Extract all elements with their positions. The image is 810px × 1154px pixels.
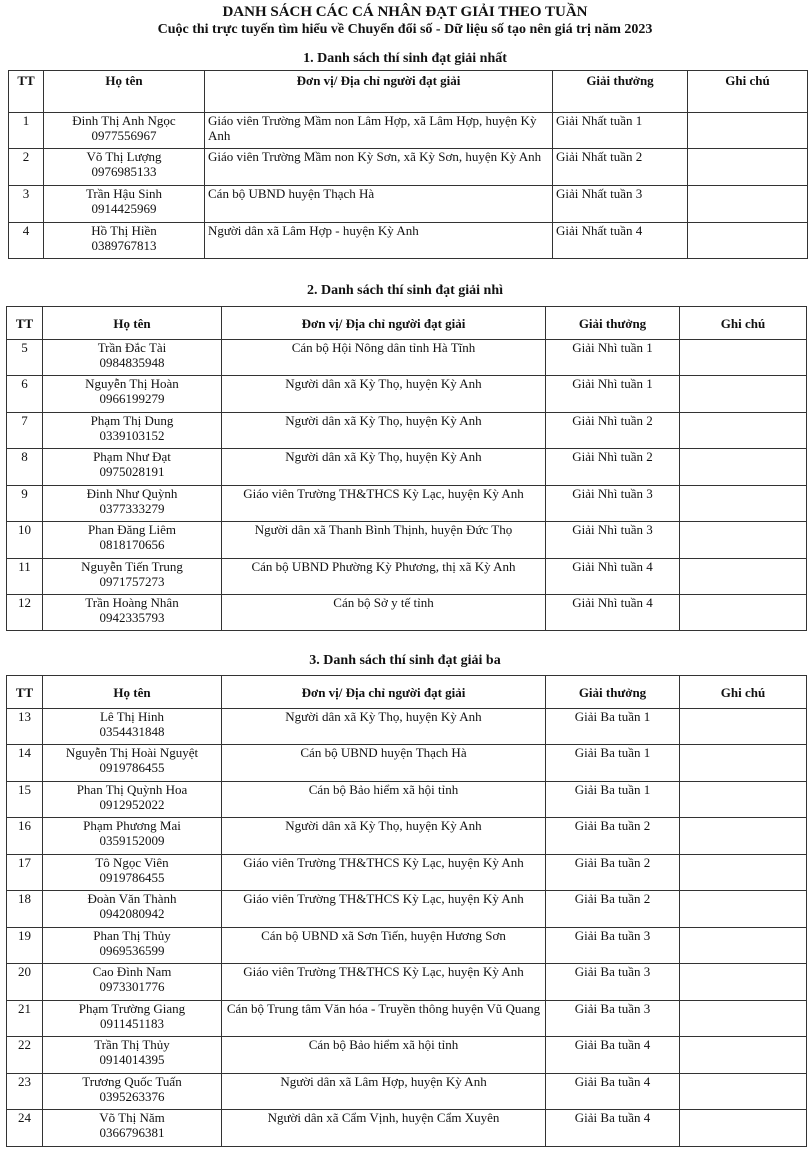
cell-name-phone xyxy=(43,855,222,891)
cell-prize: Giải Ba tuần 2 xyxy=(546,818,680,855)
table-header-row xyxy=(9,71,808,113)
cell-name-phone xyxy=(44,149,205,186)
cell-unit: Giáo viên Trường Mầm non Lâm Hợp, xã Lâm Hợp, huyện Kỳ Anh xyxy=(205,113,553,149)
phone-number: 0389767813 xyxy=(91,238,157,253)
cell-tt: 11 xyxy=(7,559,43,595)
col-header-note: Ghi chú xyxy=(688,71,808,113)
table-row xyxy=(9,186,808,223)
page-title: DANH SÁCH CÁC CÁ NHÂN ĐẠT GIẢI THEO TUẦN xyxy=(222,4,588,20)
cell-prize: Giải Nhì tuần 2 xyxy=(546,413,680,449)
cell-unit: Người dân xã Lâm Hợp - huyện Kỳ Anh xyxy=(205,223,553,259)
cell-note xyxy=(680,709,807,745)
table-row xyxy=(9,223,808,259)
person-name: Phạm Trường Giang xyxy=(78,1001,186,1016)
cell-tt: 14 xyxy=(7,745,43,782)
phone-number: 0919786455 xyxy=(99,870,165,885)
table-header-row xyxy=(7,307,807,340)
cell-note xyxy=(680,340,807,376)
table-row xyxy=(7,928,807,964)
phone-number: 0914425969 xyxy=(91,201,157,216)
cell-prize: Giải Nhì tuần 1 xyxy=(546,340,680,376)
phone-number: 0942080942 xyxy=(99,906,165,921)
cell-tt: 15 xyxy=(7,782,43,818)
cell-name-phone xyxy=(43,376,222,413)
cell-name-phone xyxy=(43,486,222,522)
table-header-row xyxy=(7,676,807,709)
table-row xyxy=(7,559,807,595)
col-header-name: Họ tên xyxy=(44,71,205,113)
table-row xyxy=(7,486,807,522)
cell-note xyxy=(680,855,807,891)
cell-tt: 19 xyxy=(7,928,43,964)
col-header-prize: Giải thưởng xyxy=(546,307,680,340)
cell-prize: Giải Ba tuần 3 xyxy=(546,964,680,1001)
phone-number: 0377333279 xyxy=(99,501,165,516)
cell-tt: 2 xyxy=(9,149,44,186)
cell-name-phone xyxy=(43,559,222,595)
cell-tt: 4 xyxy=(9,223,44,259)
cell-name-phone xyxy=(43,818,222,855)
cell-note xyxy=(680,964,807,1001)
cell-unit: Cán bộ UBND Phường Kỳ Phương, thị xã Kỳ Anh xyxy=(222,559,546,595)
cell-unit: Cán bộ Bảo hiểm xã hội tỉnh xyxy=(222,782,546,818)
person-name: Đoàn Văn Thành xyxy=(87,891,177,906)
cell-note xyxy=(680,376,807,413)
phone-number: 0339103152 xyxy=(99,428,165,443)
cell-prize: Giải Nhì tuần 4 xyxy=(546,595,680,631)
cell-note xyxy=(680,745,807,782)
cell-name-phone xyxy=(43,340,222,376)
cell-note xyxy=(680,486,807,522)
cell-tt: 12 xyxy=(7,595,43,631)
cell-note xyxy=(680,818,807,855)
cell-prize: Giải Ba tuần 4 xyxy=(546,1037,680,1074)
phone-number: 0966199279 xyxy=(99,391,165,406)
col-header-unit: Đơn vị/ Địa chỉ người đạt giải xyxy=(205,71,553,113)
person-name: Trần Hoàng Nhân xyxy=(85,595,179,610)
table-row xyxy=(7,1110,807,1147)
col-header-tt: TT xyxy=(7,307,43,340)
cell-unit: Cán bộ Bảo hiểm xã hội tỉnh xyxy=(222,1037,546,1074)
cell-tt: 10 xyxy=(7,522,43,559)
phone-number: 0973301776 xyxy=(99,979,165,994)
cell-name-phone xyxy=(43,449,222,486)
table-row xyxy=(7,595,807,631)
cell-prize: Giải Nhất tuần 1 xyxy=(553,113,688,149)
person-name: Võ Thị Lượng xyxy=(86,149,162,164)
col-header-prize: Giải thưởng xyxy=(553,71,688,113)
cell-note xyxy=(680,449,807,486)
cell-prize: Giải Ba tuần 3 xyxy=(546,1001,680,1037)
cell-tt: 22 xyxy=(7,1037,43,1074)
person-name: Đinh Thị Anh Ngọc xyxy=(72,113,176,128)
cell-note xyxy=(680,1110,807,1147)
cell-note xyxy=(680,1001,807,1037)
phone-number: 0969536599 xyxy=(99,943,165,958)
cell-tt: 16 xyxy=(7,818,43,855)
cell-name-phone xyxy=(43,1037,222,1074)
phone-number: 0919786455 xyxy=(99,760,165,775)
cell-name-phone xyxy=(43,1110,222,1147)
cell-unit: Giáo viên Trường TH&THCS Kỳ Lạc, huyện Kỳ Anh xyxy=(222,964,546,1001)
cell-name-phone xyxy=(43,413,222,449)
person-name: Đinh Như Quỳnh xyxy=(86,486,178,501)
cell-prize: Giải Ba tuần 2 xyxy=(546,891,680,928)
table-row xyxy=(7,449,807,486)
phone-number: 0984835948 xyxy=(99,355,165,370)
table-row xyxy=(7,745,807,782)
phone-number: 0971757273 xyxy=(99,574,165,589)
cell-tt: 24 xyxy=(7,1110,43,1147)
table-first-prize xyxy=(8,70,808,259)
cell-note xyxy=(688,223,808,259)
cell-unit: Giáo viên Trường Mầm non Kỳ Sơn, xã Kỳ Sơn, huyện Kỳ Anh xyxy=(205,149,553,186)
cell-unit: Giáo viên Trường TH&THCS Kỳ Lạc, huyện Kỳ Anh xyxy=(222,486,546,522)
table-row xyxy=(7,818,807,855)
person-name: Phan Thị Quỳnh Hoa xyxy=(76,782,188,797)
cell-prize: Giải Ba tuần 4 xyxy=(546,1074,680,1110)
cell-tt: 8 xyxy=(7,449,43,486)
phone-number: 0359152009 xyxy=(99,833,165,848)
cell-note xyxy=(680,559,807,595)
section-heading-third: 3. Danh sách thí sinh đạt giải ba xyxy=(309,653,501,668)
cell-unit: Cán bộ UBND huyện Thạch Hà xyxy=(205,186,553,223)
cell-prize: Giải Nhì tuần 2 xyxy=(546,449,680,486)
cell-tt: 23 xyxy=(7,1074,43,1110)
cell-name-phone xyxy=(43,928,222,964)
cell-note xyxy=(680,1037,807,1074)
cell-unit: Giáo viên Trường TH&THCS Kỳ Lạc, huyện Kỳ Anh xyxy=(222,891,546,928)
cell-prize: Giải Ba tuần 3 xyxy=(546,928,680,964)
cell-name-phone xyxy=(43,745,222,782)
cell-prize: Giải Ba tuần 1 xyxy=(546,709,680,745)
table-row xyxy=(7,782,807,818)
cell-prize: Giải Nhì tuần 4 xyxy=(546,559,680,595)
table-row xyxy=(7,376,807,413)
person-name: Phan Đăng Liêm xyxy=(87,522,177,537)
cell-prize: Giải Ba tuần 2 xyxy=(546,855,680,891)
person-name: Nguyễn Thị Hoàn xyxy=(85,376,179,391)
cell-note xyxy=(688,149,808,186)
phone-number: 0912952022 xyxy=(99,797,165,812)
person-name: Phạm Phương Mai xyxy=(83,818,181,833)
table-third-prize xyxy=(6,675,807,1147)
person-name: Trương Quốc Tuấn xyxy=(82,1074,182,1089)
table-row xyxy=(7,522,807,559)
table-row xyxy=(7,340,807,376)
cell-note xyxy=(680,522,807,559)
cell-name-phone xyxy=(43,522,222,559)
cell-tt: 13 xyxy=(7,709,43,745)
table-row xyxy=(7,855,807,891)
cell-unit: Người dân xã Kỳ Thọ, huyện Kỳ Anh xyxy=(222,376,546,413)
cell-prize: Giải Ba tuần 4 xyxy=(546,1110,680,1147)
cell-unit: Người dân xã Lâm Hợp, huyện Kỳ Anh xyxy=(222,1074,546,1110)
cell-unit: Cán bộ UBND xã Sơn Tiến, huyện Hương Sơn xyxy=(222,928,546,964)
cell-name-phone xyxy=(43,709,222,745)
cell-tt: 20 xyxy=(7,964,43,1001)
person-name: Cao Đình Nam xyxy=(92,964,172,979)
person-name: Trần Hậu Sinh xyxy=(85,186,163,201)
col-header-unit: Đơn vị/ Địa chỉ người đạt giải xyxy=(222,307,546,340)
cell-name-phone xyxy=(43,595,222,631)
cell-tt: 5 xyxy=(7,340,43,376)
table-row xyxy=(7,891,807,928)
phone-number: 0975028191 xyxy=(99,464,165,479)
cell-note xyxy=(680,928,807,964)
cell-prize: Giải Nhất tuần 3 xyxy=(553,186,688,223)
person-name: Nguyễn Tiến Trung xyxy=(81,559,183,574)
phone-number: 0354431848 xyxy=(99,724,165,739)
cell-unit: Cán bộ Sở y tế tỉnh xyxy=(222,595,546,631)
phone-number: 0366796381 xyxy=(99,1125,165,1140)
cell-name-phone xyxy=(44,113,205,149)
table-row xyxy=(9,113,808,149)
cell-unit: Cán bộ UBND huyện Thạch Hà xyxy=(222,745,546,782)
cell-note xyxy=(680,782,807,818)
cell-unit: Cán bộ Trung tâm Văn hóa - Truyền thông huyện Vũ Quang xyxy=(222,1001,546,1037)
cell-unit: Người dân xã Kỳ Thọ, huyện Kỳ Anh xyxy=(222,818,546,855)
cell-tt: 9 xyxy=(7,486,43,522)
cell-name-phone xyxy=(43,782,222,818)
cell-prize: Giải Nhì tuần 3 xyxy=(546,522,680,559)
cell-tt: 3 xyxy=(9,186,44,223)
cell-unit: Người dân xã Kỳ Thọ, huyện Kỳ Anh xyxy=(222,413,546,449)
person-name: Nguyễn Thị Hoài Nguyệt xyxy=(65,745,199,760)
table-second-prize xyxy=(6,306,807,631)
person-name: Tô Ngọc Viên xyxy=(95,855,169,870)
person-name: Phan Thị Thủy xyxy=(93,928,171,943)
cell-tt: 17 xyxy=(7,855,43,891)
person-name: Trần Thị Thủy xyxy=(94,1037,170,1052)
table-row xyxy=(9,149,808,186)
col-header-name: Họ tên xyxy=(43,307,222,340)
phone-number: 0914014395 xyxy=(99,1052,165,1067)
person-name: Lê Thị Hinh xyxy=(99,709,165,724)
cell-name-phone xyxy=(43,1074,222,1110)
cell-name-phone xyxy=(43,891,222,928)
cell-name-phone xyxy=(43,964,222,1001)
phone-number: 0818170656 xyxy=(99,537,165,552)
section-heading-second: 2. Danh sách thí sinh đạt giải nhì xyxy=(306,283,504,298)
cell-prize: Giải Nhất tuần 4 xyxy=(553,223,688,259)
col-header-tt: TT xyxy=(9,71,44,113)
cell-tt: 18 xyxy=(7,891,43,928)
person-name: Phạm Như Đạt xyxy=(93,449,171,464)
phone-number: 0395263376 xyxy=(99,1089,165,1104)
table-row xyxy=(7,413,807,449)
table-row xyxy=(7,1001,807,1037)
cell-prize: Giải Nhì tuần 1 xyxy=(546,376,680,413)
table-row xyxy=(7,964,807,1001)
phone-number: 0911451183 xyxy=(99,1016,165,1031)
cell-prize: Giải Ba tuần 1 xyxy=(546,745,680,782)
cell-name-phone xyxy=(44,223,205,259)
cell-prize: Giải Ba tuần 1 xyxy=(546,782,680,818)
col-header-unit: Đơn vị/ Địa chỉ người đạt giải xyxy=(222,676,546,709)
table-row xyxy=(7,1074,807,1110)
person-name: Hồ Thị Hiền xyxy=(91,223,157,238)
cell-unit: Cán bộ Hội Nông dân tỉnh Hà Tĩnh xyxy=(222,340,546,376)
person-name: Phạm Thị Dung xyxy=(90,413,174,428)
cell-unit: Người dân xã Cẩm Vịnh, huyện Cẩm Xuyên xyxy=(222,1110,546,1147)
cell-unit: Người dân xã Kỳ Thọ, huyện Kỳ Anh xyxy=(222,449,546,486)
cell-tt: 21 xyxy=(7,1001,43,1037)
cell-note xyxy=(680,891,807,928)
phone-number: 0977556967 xyxy=(91,128,157,143)
cell-unit: Người dân xã Thanh Bình Thịnh, huyện Đức Thọ xyxy=(222,522,546,559)
cell-unit: Giáo viên Trường TH&THCS Kỳ Lạc, huyện Kỳ Anh xyxy=(222,855,546,891)
col-header-name: Họ tên xyxy=(43,676,222,709)
cell-note xyxy=(680,1074,807,1110)
col-header-note: Ghi chú xyxy=(680,307,807,340)
person-name: Trần Đắc Tài xyxy=(97,340,167,355)
cell-note xyxy=(688,113,808,149)
phone-number: 0942335793 xyxy=(99,610,165,625)
cell-name-phone xyxy=(44,186,205,223)
table-row xyxy=(7,1037,807,1074)
cell-note xyxy=(680,413,807,449)
page-subtitle: Cuộc thi trực tuyến tìm hiểu về Chuyển đổi số - Dữ liệu số tạo nên giá trị năm 2023 xyxy=(157,22,653,37)
cell-note xyxy=(680,595,807,631)
cell-name-phone xyxy=(43,1001,222,1037)
cell-tt: 7 xyxy=(7,413,43,449)
cell-unit: Người dân xã Kỳ Thọ, huyện Kỳ Anh xyxy=(222,709,546,745)
section-heading-first: 1. Danh sách thí sinh đạt giải nhất xyxy=(303,51,507,66)
cell-tt: 6 xyxy=(7,376,43,413)
cell-tt: 1 xyxy=(9,113,44,149)
cell-note xyxy=(688,186,808,223)
table-row xyxy=(7,709,807,745)
col-header-tt: TT xyxy=(7,676,43,709)
person-name: Võ Thị Năm xyxy=(99,1110,165,1125)
cell-prize: Giải Nhất tuần 2 xyxy=(553,149,688,186)
col-header-note: Ghi chú xyxy=(680,676,807,709)
cell-prize: Giải Nhì tuần 3 xyxy=(546,486,680,522)
col-header-prize: Giải thưởng xyxy=(546,676,680,709)
phone-number: 0976985133 xyxy=(91,164,157,179)
